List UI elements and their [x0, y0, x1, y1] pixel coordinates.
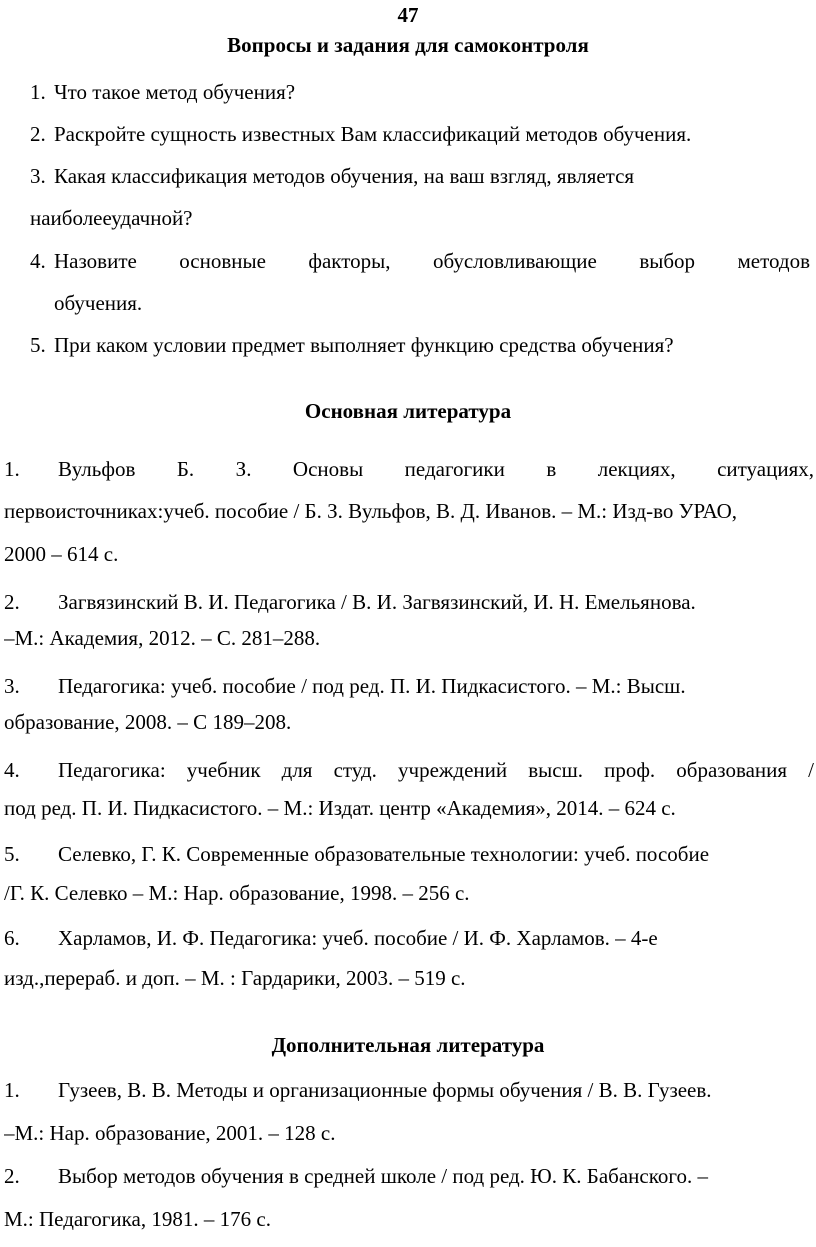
reference-text: Вульфов Б. З. Основы педагогики в лекциях, ситуациях, [58, 457, 814, 481]
question-text: Какая классификация методов обучения, на ваш взгляд, является [54, 164, 635, 188]
reference-number: 6. [4, 926, 20, 950]
reference-line: /Г. К. Селевко – М.: Нар. образование, 1998. – 256 с. [4, 881, 470, 905]
reference-line [4, 1156, 814, 1197]
question-number: 3. [30, 164, 46, 188]
reference-text: Педагогика: учеб. пособие / под ред. П. И. Пидкасистого. – М.: Высш. [58, 674, 686, 698]
reference-number: 2. [4, 1164, 20, 1188]
reference-number: 2. [4, 590, 20, 614]
reference-number: 5. [4, 842, 20, 866]
question-number: 4. [30, 249, 46, 273]
reference-line [4, 750, 814, 791]
reference-line [4, 449, 814, 490]
question-item [30, 155, 810, 197]
question-text: При каком условии предмет выполняет функцию средства обучения? [54, 333, 674, 357]
question-text: Раскройте сущность известных Вам классификаций методов обучения. [54, 122, 692, 146]
reference-text: Харламов, И. Ф. Педагогика: учеб. пособие / И. Ф. Харламов. – 4-е [58, 926, 658, 950]
question-continuation: наиболееудачной? [30, 206, 193, 230]
question-number: 1. [30, 80, 46, 104]
question-number: 5. [30, 333, 46, 357]
reference-line: под ред. П. И. Пидкасистого. – М.: Издат. центр «Академия», 2014. – 624 с. [4, 796, 676, 820]
question-text: Что такое метод обучения? [54, 80, 296, 104]
reference-text: Выбор методов обучения в средней школе / под ред. Ю. К. Бабанского. – [58, 1164, 708, 1188]
question-continuation: обучения. [54, 291, 143, 315]
reference-number: 3. [4, 674, 20, 698]
reference-line [4, 1070, 814, 1111]
reference-line: первоисточниках:учеб. пособие / Б. З. Вульфов, В. Д. Иванов. – М.: Изд-во УРАО, [4, 499, 738, 523]
reference-line [4, 834, 814, 875]
question-item [30, 324, 810, 366]
main-literature-heading: Основная литература [304, 399, 512, 423]
question-number: 2. [30, 122, 46, 146]
reference-line: М.: Педагогика, 1981. – 176 с. [4, 1207, 271, 1231]
reference-line: –М.: Нар. образование, 2001. – 128 с. [4, 1121, 336, 1145]
question-item [30, 113, 810, 155]
reference-number: 1. [4, 1078, 20, 1102]
questions-heading: Вопросы и задания для самоконтроля [227, 33, 589, 57]
reference-line [4, 666, 814, 707]
reference-line [4, 582, 814, 623]
reference-text: Педагогика: учебник для студ. учреждений высш. проф. образования / [58, 758, 814, 782]
reference-text: Селевко, Г. К. Современные образовательные технологии: учеб. пособие [58, 842, 710, 866]
reference-number: 4. [4, 758, 20, 782]
reference-line [4, 918, 814, 959]
reference-line: 2000 – 614 с. [4, 542, 119, 566]
question-item [30, 71, 810, 113]
reference-text: Загвязинский В. И. Педагогика / В. И. Загвязинский, И. Н. Емельянова. [58, 590, 696, 614]
additional-literature-heading: Дополнительная литература [271, 1033, 545, 1057]
page-number: 47 [397, 3, 419, 27]
reference-line: образование, 2008. – С 189–208. [4, 710, 292, 734]
question-text: Назовите основные факторы, обусловливающие выбор методов [54, 249, 810, 273]
reference-line: –М.: Академия, 2012. – С. 281–288. [4, 626, 321, 650]
reference-text: Гузеев, В. В. Методы и организационные формы обучения / В. В. Гузеев. [58, 1078, 712, 1102]
reference-number: 1. [4, 457, 20, 481]
reference-line: изд.,перераб. и доп. – М. : Гардарики, 2003. – 519 с. [4, 966, 466, 990]
question-item [30, 240, 810, 282]
